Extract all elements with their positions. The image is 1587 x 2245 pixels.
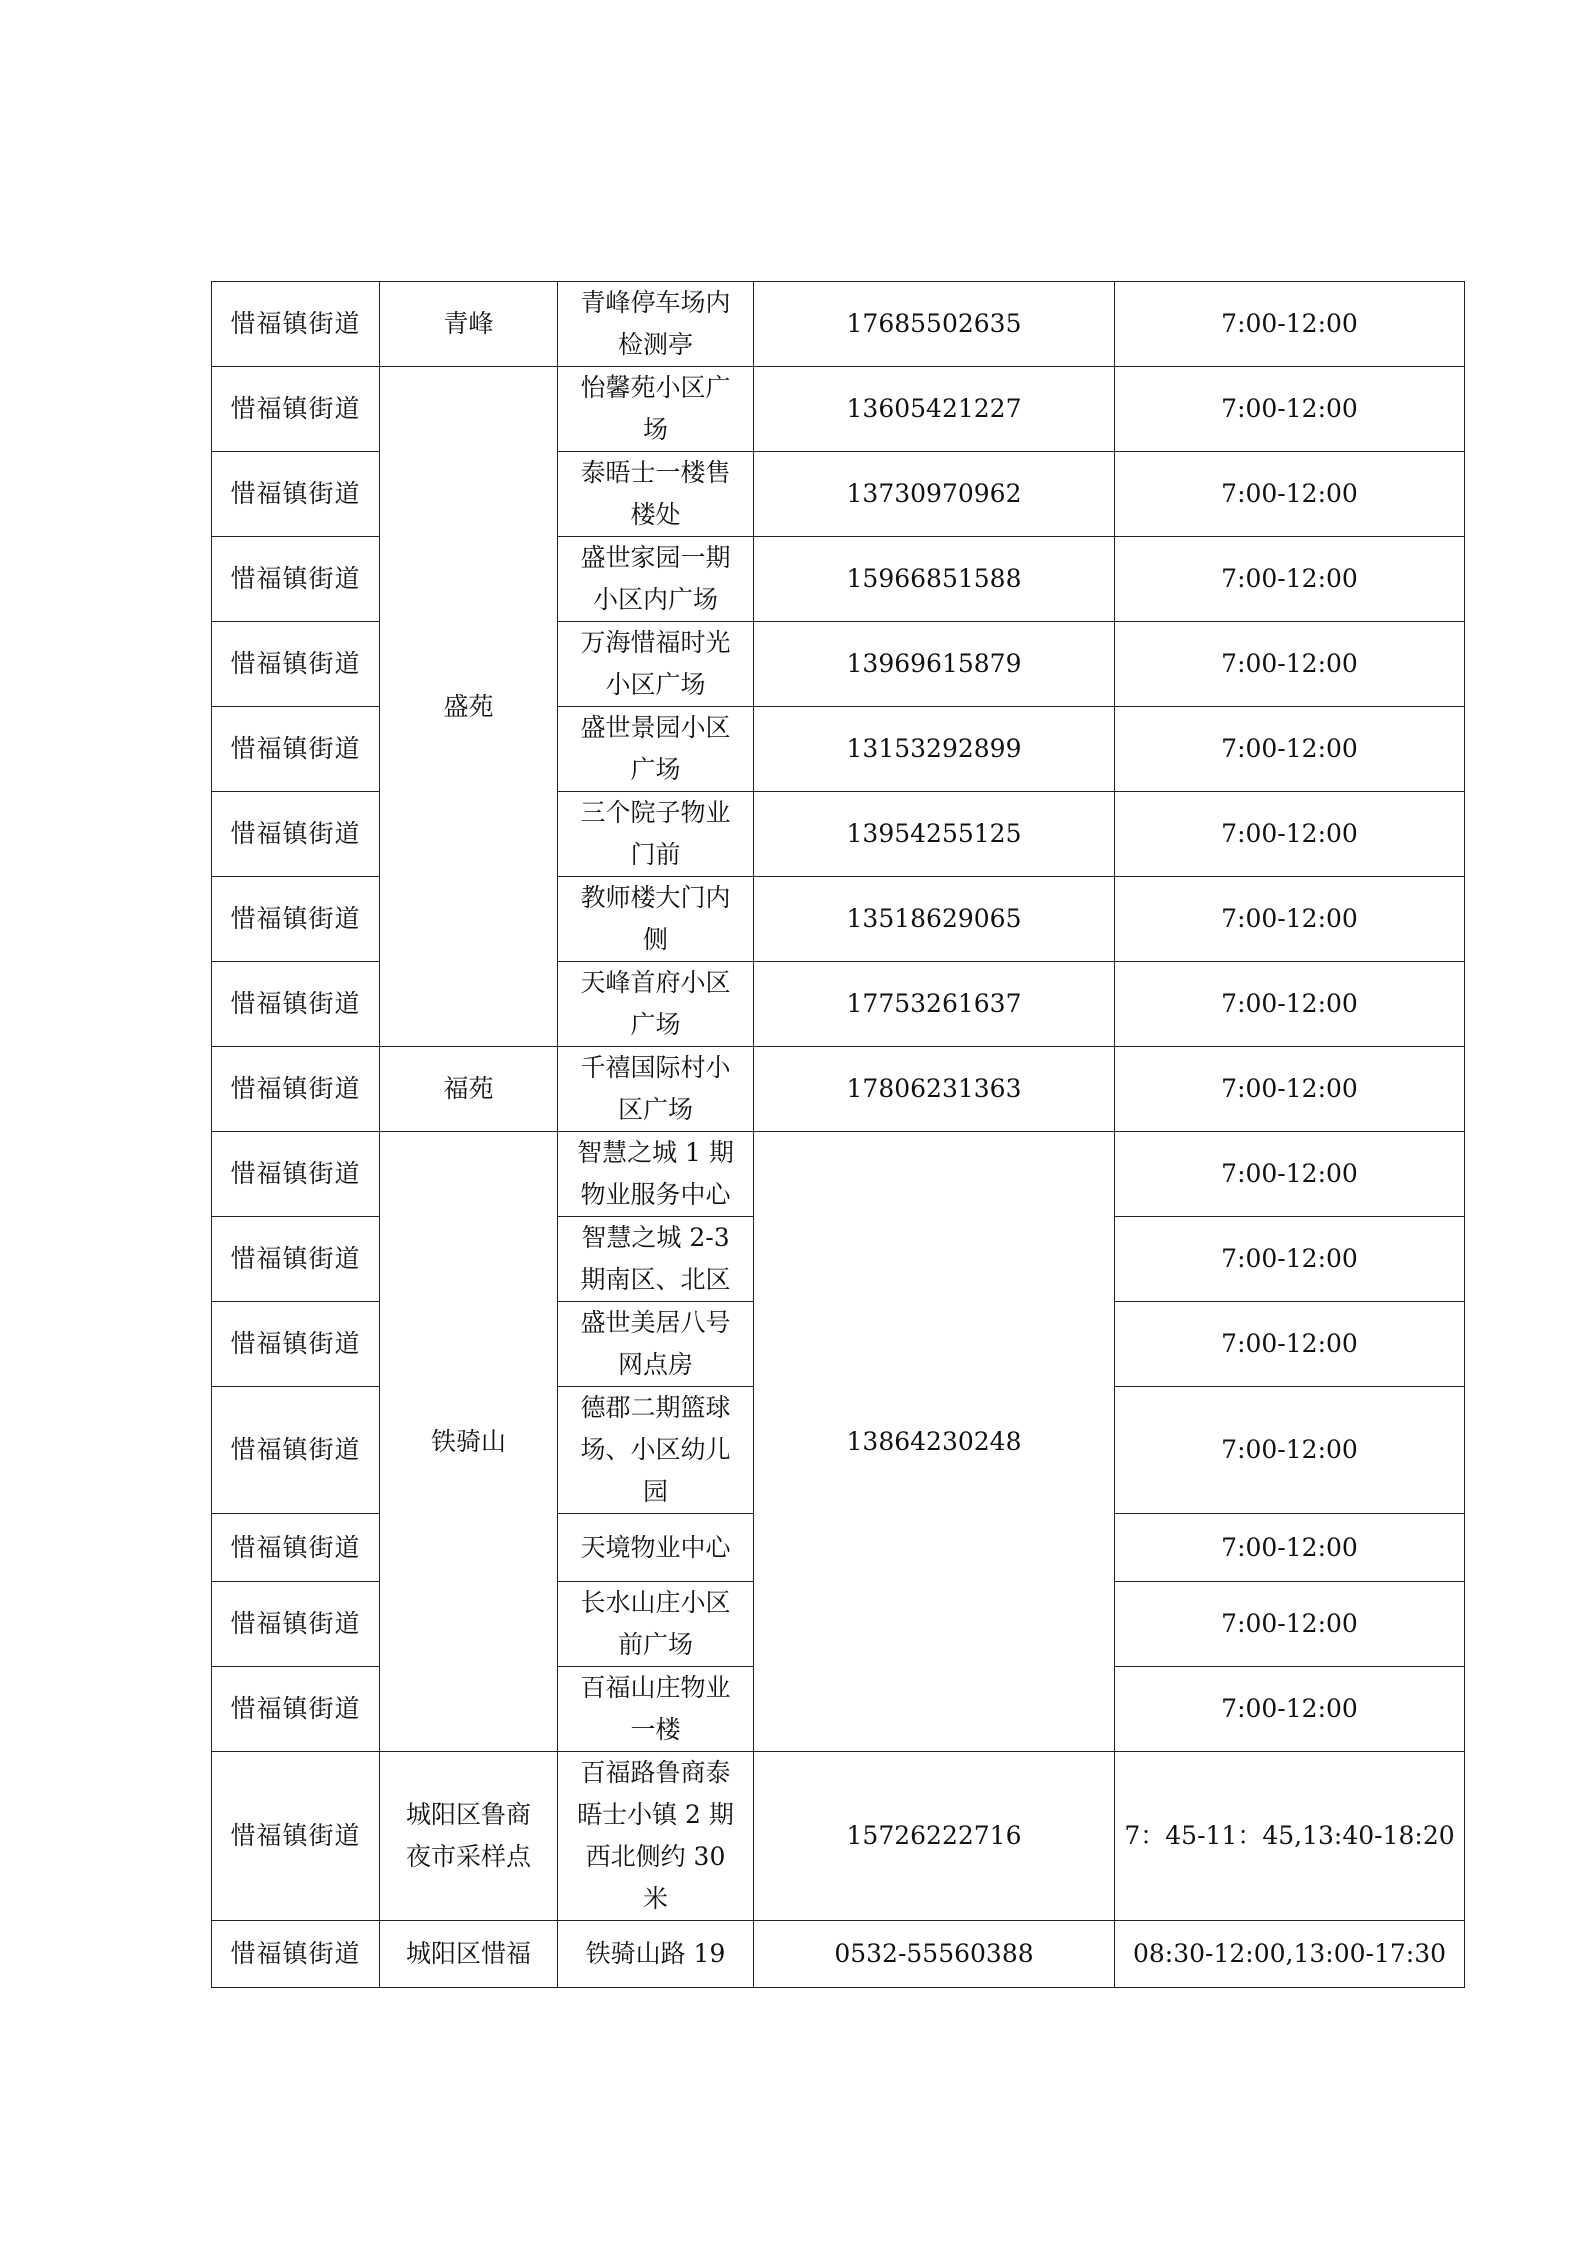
table-row: [212, 1752, 1465, 1921]
hours-cell: 7:00-12:00: [1115, 1047, 1465, 1132]
table-row: [212, 367, 1465, 452]
table-row: [212, 1132, 1465, 1217]
site-cell: 千禧国际村小 区广场: [558, 1047, 754, 1132]
street-cell: 惜福镇街道: [212, 1582, 380, 1667]
street-cell: 惜福镇街道: [212, 877, 380, 962]
street-cell: 惜福镇街道: [212, 1752, 380, 1921]
street-cell: 惜福镇街道: [212, 622, 380, 707]
street-cell: 惜福镇街道: [212, 1921, 380, 1988]
table-row: [212, 1921, 1465, 1988]
street-cell: 惜福镇街道: [212, 707, 380, 792]
street-cell: 惜福镇街道: [212, 1302, 380, 1387]
site-cell: 盛世美居八号 网点房: [558, 1302, 754, 1387]
phone-cell: 13730970962: [754, 452, 1115, 537]
table-row: [212, 282, 1465, 367]
phone-cell: 13954255125: [754, 792, 1115, 877]
site-cell: 教师楼大门内 侧: [558, 877, 754, 962]
hours-cell: 7:00-12:00: [1115, 1514, 1465, 1582]
phone-cell: 13153292899: [754, 707, 1115, 792]
table-row: [212, 1047, 1465, 1132]
site-cell: 泰晤士一楼售 楼处: [558, 452, 754, 537]
community-cell: 城阳区惜福: [380, 1921, 558, 1988]
hours-cell: 7:00-12:00: [1115, 1217, 1465, 1302]
site-cell: 盛世景园小区 广场: [558, 707, 754, 792]
site-cell: 百福山庄物业 一楼: [558, 1667, 754, 1752]
phone-cell: 15726222716: [754, 1752, 1115, 1921]
street-cell: 惜福镇街道: [212, 792, 380, 877]
hours-cell: 7:00-12:00: [1115, 1132, 1465, 1217]
phone-cell: 17685502635: [754, 282, 1115, 367]
site-cell: 铁骑山路 19: [558, 1921, 754, 1988]
hours-cell: 08:30-12:00,13:00-17:30: [1115, 1921, 1465, 1988]
hours-cell: 7:00-12:00: [1115, 622, 1465, 707]
phone-cell: 15966851588: [754, 537, 1115, 622]
site-cell: 盛世家园一期 小区内广场: [558, 537, 754, 622]
phone-cell: 17806231363: [754, 1047, 1115, 1132]
hours-cell: 7:00-12:00: [1115, 1582, 1465, 1667]
street-cell: 惜福镇街道: [212, 537, 380, 622]
community-cell: 盛苑: [380, 367, 558, 1047]
site-cell: 长水山庄小区 前广场: [558, 1582, 754, 1667]
community-cell: 青峰: [380, 282, 558, 367]
hours-cell: 7:00-12:00: [1115, 537, 1465, 622]
site-cell: 百福路鲁商泰 晤士小镇 2 期 西北侧约 30 米: [558, 1752, 754, 1921]
phone-cell: 13864230248: [754, 1132, 1115, 1752]
hours-cell: 7:00-12:00: [1115, 1667, 1465, 1752]
phone-cell: 17753261637: [754, 962, 1115, 1047]
hours-cell: 7:00-12:00: [1115, 452, 1465, 537]
street-cell: 惜福镇街道: [212, 962, 380, 1047]
phone-cell: 13605421227: [754, 367, 1115, 452]
community-cell: 福苑: [380, 1047, 558, 1132]
hours-cell: 7:00-12:00: [1115, 1387, 1465, 1514]
phone-cell: 13969615879: [754, 622, 1115, 707]
hours-cell: 7:00-12:00: [1115, 792, 1465, 877]
site-cell: 智慧之城 1 期 物业服务中心: [558, 1132, 754, 1217]
hours-cell: 7:00-12:00: [1115, 962, 1465, 1047]
street-cell: 惜福镇街道: [212, 367, 380, 452]
community-cell: 铁骑山: [380, 1132, 558, 1752]
site-cell: 天峰首府小区 广场: [558, 962, 754, 1047]
site-cell: 天境物业中心: [558, 1514, 754, 1582]
hours-cell: 7:00-12:00: [1115, 367, 1465, 452]
hours-cell: 7：45-11：45,13:40-18:20: [1115, 1752, 1465, 1921]
street-cell: 惜福镇街道: [212, 452, 380, 537]
site-cell: 三个院子物业 门前: [558, 792, 754, 877]
site-cell: 智慧之城 2-3 期南区、北区: [558, 1217, 754, 1302]
phone-cell: 13518629065: [754, 877, 1115, 962]
street-cell: 惜福镇街道: [212, 1514, 380, 1582]
street-cell: 惜福镇街道: [212, 1047, 380, 1132]
phone-cell: 0532-55560388: [754, 1921, 1115, 1988]
street-cell: 惜福镇街道: [212, 1132, 380, 1217]
site-cell: 德郡二期篮球 场、小区幼儿 园: [558, 1387, 754, 1514]
site-cell: 怡馨苑小区广 场: [558, 367, 754, 452]
street-cell: 惜福镇街道: [212, 1387, 380, 1514]
sampling-sites-table: [211, 281, 1465, 1988]
community-cell: 城阳区鲁商 夜市采样点: [380, 1752, 558, 1921]
hours-cell: 7:00-12:00: [1115, 707, 1465, 792]
hours-cell: 7:00-12:00: [1115, 877, 1465, 962]
hours-cell: 7:00-12:00: [1115, 1302, 1465, 1387]
site-cell: 万海惜福时光 小区广场: [558, 622, 754, 707]
street-cell: 惜福镇街道: [212, 1217, 380, 1302]
hours-cell: 7:00-12:00: [1115, 282, 1465, 367]
street-cell: 惜福镇街道: [212, 1667, 380, 1752]
street-cell: 惜福镇街道: [212, 282, 380, 367]
site-cell: 青峰停车场内 检测亭: [558, 282, 754, 367]
